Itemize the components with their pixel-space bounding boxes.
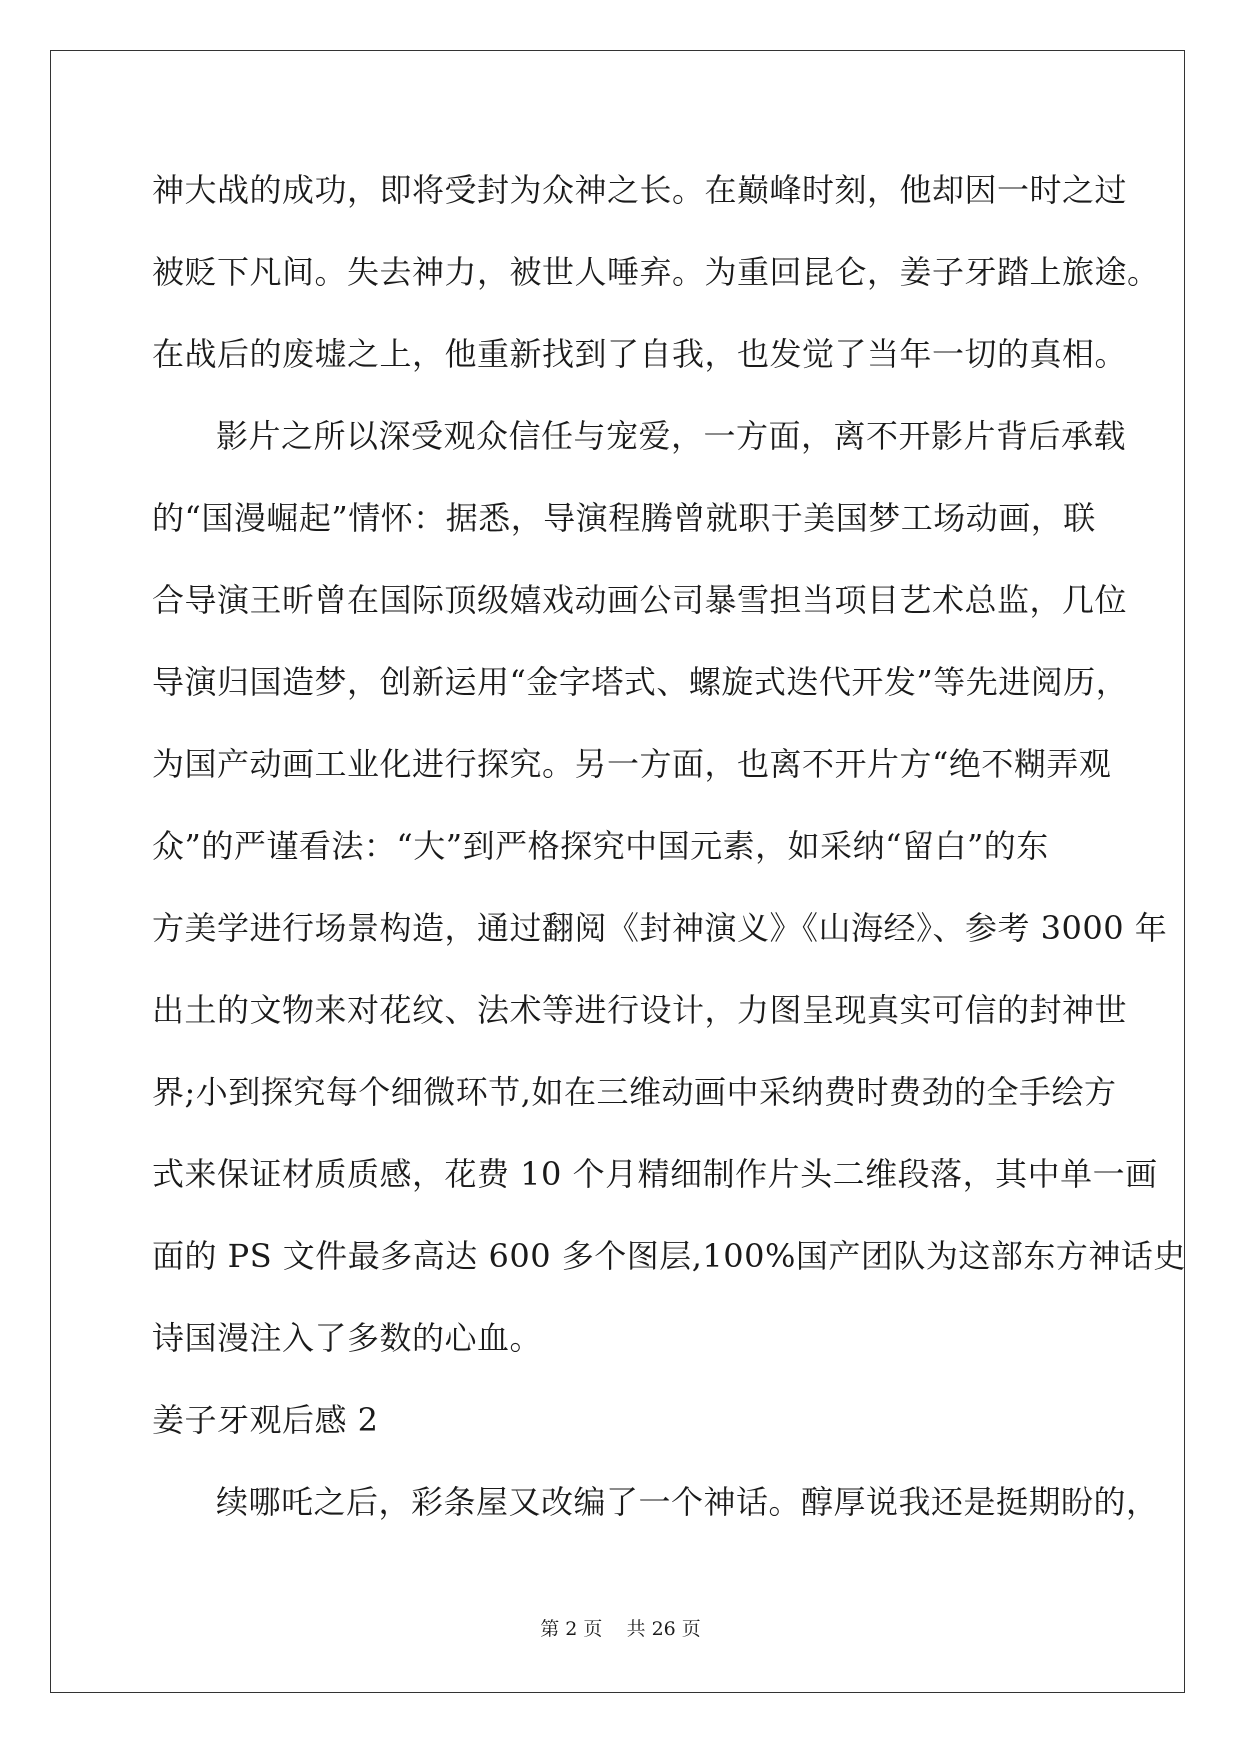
text-line: 合导演王昕曾在国际顶级嬉戏动画公司暴雪担当项目艺术总监，几位 (152, 581, 1128, 619)
text-line: 影片之所以深受观众信任与宠爱，一方面，离不开影片背后承载 (216, 417, 1127, 455)
text-line: 为国产动画工业化进行探究。另一方面，也离不开片方“绝不糊弄观 (152, 745, 1112, 783)
text-line: 续哪吒之后，彩条屋又改编了一个神话。醇厚说我还是挺期盼的， (216, 1483, 1159, 1521)
text-line: 界;小到探究每个细微环节,如在三维动画中采纳费时费劲的全手绘方 (152, 1073, 1117, 1111)
text-line: 众”的严谨看法：“大”到严格探究中国元素，如采纳“留白”的东 (152, 827, 1049, 865)
document-body (152, 160, 1186, 1554)
page-number-footer: 第 2 页 共 26 页 (540, 1618, 701, 1640)
text-line: 诗国漫注入了多数的心血。 (152, 1319, 543, 1357)
text-line: 神大战的成功，即将受封为众神之长。在巅峰时刻，他却因一时之过 (152, 171, 1128, 209)
text-line: 被贬下凡间。失去神力，被世人唾弃。为重回昆仑，姜子牙踏上旅途。 (152, 253, 1160, 291)
text-line: 式来保证材质质感，花费 10 个月精细制作片头二维段落，其中单一画 (152, 1155, 1158, 1193)
text-line: 在战后的废墟之上，他重新找到了自我，也发觉了当年一切的真相。 (152, 335, 1128, 373)
text-line: 方美学进行场景构造，通过翻阅《封神演义》《山海经》、参考 3000 年 (152, 909, 1168, 947)
text-line: 出土的文物来对花纹、法术等进行设计，力图呈现真实可信的封神世 (152, 991, 1128, 1029)
text-line: 导演归国造梦，创新运用“金字塔式、螺旋式迭代开发”等先进阅历， (152, 663, 1129, 701)
text-line: 姜子牙观后感 2 (152, 1401, 379, 1439)
text-line: 面的 PS 文件最多高达 600 多个图层,100%国产团队为这部东方神话史 (152, 1237, 1186, 1275)
text-line: 的“国漫崛起”情怀：据悉，导演程腾曾就职于美国梦工场动画，联 (152, 499, 1096, 537)
